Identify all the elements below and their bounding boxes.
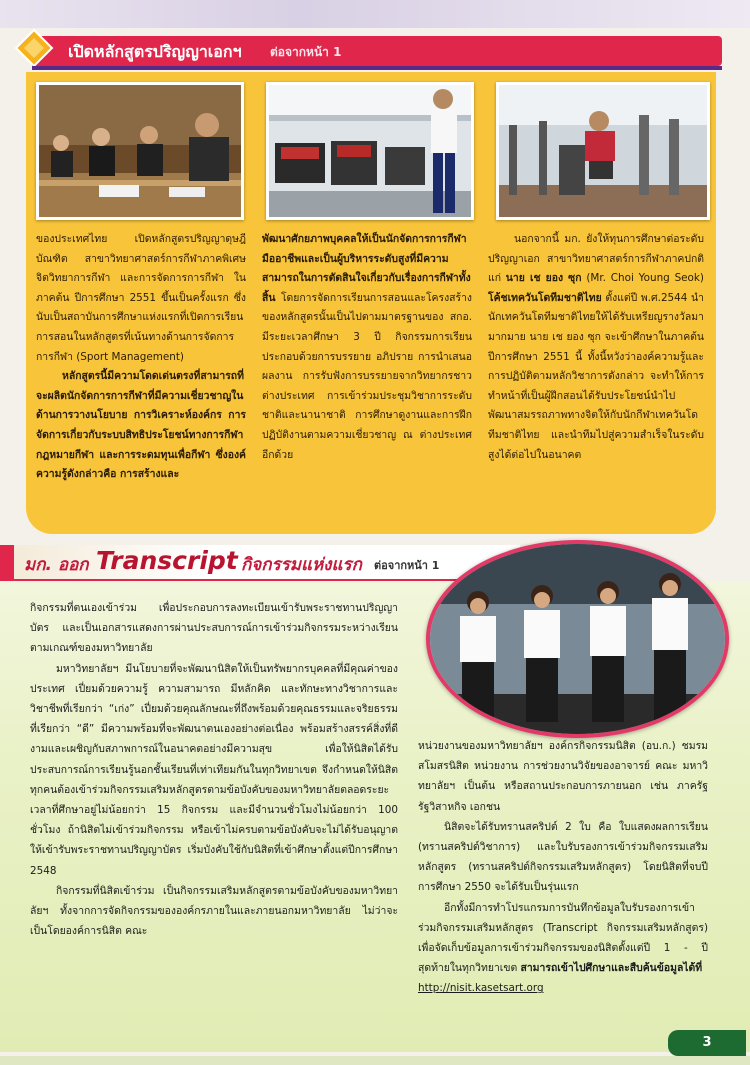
- diamond-ornament-icon: [14, 28, 54, 68]
- bottom-decoration-strip: [0, 1056, 750, 1065]
- section2-title-transcript: Transcript: [96, 546, 238, 575]
- section2-right-column: [418, 736, 708, 999]
- photo-treadmill-training: [266, 82, 474, 220]
- section2-continued-label: ต่อจากหน้า 1: [374, 559, 440, 572]
- photo-conference-meeting: [36, 82, 244, 220]
- section1-column-2: [262, 230, 472, 465]
- section1-title: เปิดหลักสูตรปริญญาเอกฯ: [68, 42, 242, 61]
- section1-column-3: [488, 230, 704, 465]
- photo-students-singing: [426, 540, 729, 738]
- section1-continued-label: ต่อจากหน้า 1: [270, 45, 342, 59]
- nisit-website-link[interactable]: http://nisit.kasetsart.org: [418, 982, 544, 995]
- section2-header: [0, 545, 520, 579]
- section1-col3-text-c: ตั้งแต่ปี พ.ศ.2544 นำนักเทควันโดทีมชาติไทยให้ได้รับเหรียญรางวัลมามากมาย นาย เช ยอง ซุก จะเข้าศึกษาในภาคต้น ปีการศึกษา 2551 นี้ ทั้งนี้หวังว่าองค์ความรู้และการปฏิบัติตามหลักวิชาการดังกล่าว จะทำให้การทำหน้าที่เป็นผู้ฝึกสอนได้รับประโยชน์นำไปพัฒนาสมรรถภาพทางจิตให้กับนักกีฬาเทควันโดทีมชาติไทย และนำทีมไปสู่ความสำเร็จในระดับสูงได้ต่อไปในอนาคต: [488, 291, 704, 461]
- section1-col3-name: นาย เช ยอง ซุก: [505, 272, 582, 285]
- section1-header-underline: [32, 66, 722, 70]
- section1-col2-bold-lead: พัฒนาศักยภาพบุคคลให้เป็นนักจัดการการกีฬามืออาชีพและเป็นผู้บริหารระดับสูงที่มีความสามารถในการตัดสินใจเกี่ยวกับเรื่องการกีฬาทั้งสิ้น: [262, 233, 471, 304]
- section2-header-accent: [0, 545, 14, 579]
- section2-left-paragraph-3: กิจกรรมที่นิสิตเข้าร่วม เป็นกิจกรรมเสริมหลักสูตรตามข้อบังคับของมหาวิทยาลัยฯ ทั้งจากการจัดกิจกรรมขององค์กรภายในและภายนอกมหาวิทยาลัย ไม่ว่าจะเป็นโดยองค์การนิสิต คณะ: [30, 884, 398, 938]
- section2-right-paragraph-2: นิสิตจะได้รับทรานสคริปต์ 2 ใบ คือ ใบแสดงผลการเรียน (ทรานสคริปต์วิชาการ) และใบรับรองการเข้าร่วมกิจกรรมเสริมหลักสูตร (ทรานสคริปต์กิจกรรมเสริมหลักสูตร) โดยนิสิตที่จบปีการศึกษา 2550 จะได้รับเป็นรุ่นแรก: [418, 820, 708, 894]
- section1-header: [32, 36, 722, 66]
- section2-right-paragraph-1: หน่วยงานของมหาวิทยาลัยฯ องค์กรกิจกรรมนิสิต (อบ.ก.) ชมรม สโมสรนิสิต หน่วยงาน การช่วยงานวิจัยของอาจารย์ คณะ มหาวิทยาลัยฯ เป็นต้น หรือสถานประกอบการภายนอก เช่น ภาครัฐ รัฐวิสาหกิจ เอกชน: [418, 740, 708, 813]
- section1-column-1: [36, 230, 246, 485]
- section2-right-paragraph-3: อีกทั้งมีการทำโปรแกรมการบันทึกข้อมูลใบรับรองการเข้าร่วมกิจกรรมเสริมหลักสูตร (Transcript กิจกรรมเสริมหลักสูตร) เพื่อจัดเก็บข้อมูลการเข้าร่วมกิจกรรมของนิสิตตั้งแต่ปี 1 - ปีสุดท้ายในทุกวิทยาเขต: [418, 901, 708, 975]
- section1-col2-text: โดยการจัดการเรียนการสอนและโครงสร้างของหลักสูตรนั้นเป็นไปตามมาตรฐานของ สกอ. มีระยะเวลาศึกษา 3 ปี กิจกรรมการเรียนประกอบด้วยการบรรยาย อภิปราย การนำเสนอผลงาน การรับฟังการบรรยายจากวิทยากรชาวต่างประเทศ การเข้าร่วมประชุมวิชาการระดับชาติและนานาชาติ การศึกษาดูงานและการฝึกปฏิบัติงานตามความเชี่ยวชาญ ณ ต่างประเทศอีกด้วย: [262, 291, 472, 461]
- section2-header-underline: [0, 579, 520, 581]
- top-decoration-strip: [0, 0, 750, 28]
- section1-col3-text-a: นอกจากนี้ มก. ยังให้ทุนการศึกษาต่อระดับปริญญาเอก สาขาวิทยาศาสตร์การกีฬาภาคปกติ แก่: [488, 233, 704, 285]
- section2-title-suffix: กิจกรรมแห่งแรก: [241, 555, 362, 575]
- section1-col3-coach: โค้ชเทควันโดทีมชาติไทย: [488, 291, 602, 304]
- section2-left-paragraph-2: มหาวิทยาลัยฯ มีนโยบายที่จะพัฒนานิสิตให้เป็นทรัพยากรบุคคลที่มีคุณค่าของประเทศ เปี่ยมด้วยความรู้ ความสามารถ มีหลักคิด และทักษะทางวิชาการและวิชาชีพที่เรียกว่า “เก่ง” เปี่ยมด้วยคุณลักษณะที่ถึงพร้อมด้วยคุณธรรมและจริยธรรมที่เรียกว่า “ดี” มีความพร้อมที่จะพัฒนาตนเองอย่างต่อเนื่อง พร้อมสร้างสรรค์สิ่งที่ดีงามและเผชิญกับสภาพการณ์ในอนาคตอย่างมีความสุข เพื่อให้นิสิตได้รับประสบการณ์การเรียนรู้นอกชั้นเรียนที่เท่าเทียมกันในทุกวิทยาเขต จึงกำหนดให้นิสิตทุกคนต้องเข้าร่วมกิจกรรมเสริมหลักสูตรตามข้อบังคับของมหาวิทยาลัยตลอดระยะเวลาที่ศึกษาอยู่ไม่น้อยกว่า 15 กิจกรรม และมีจำนวนชั่วโมงไม่น้อยกว่า 100 ชั่วโมง ถ้านิสิตไม่เข้าร่วมกิจกรรม หรือเข้าไม่ครบตามข้อบังคับจะไม่ได้รับอนุญาตให้เข้ารับพระราชทานปริญญาบัตร เริ่มบังคับใช้กับนิสิตที่เข้าศึกษาตั้งแต่ปีการศึกษา 2548: [30, 662, 398, 877]
- section2-left-paragraph-1: กิจกรรมที่ตนเองเข้าร่วม เพื่อประกอบการลงทะเบียนเข้ารับพระราชทานปริญญาบัตร และเป็นเอกสารแสดงการผ่านประสบการณ์การเข้าร่วมกิจกรรมระหว่างเรียนตามเกณฑ์ของมหาวิทยาลัย: [30, 602, 398, 655]
- page-number: 3: [668, 1030, 746, 1056]
- section1-col3-text-b: (Mr. Choi Young Seok): [581, 272, 704, 285]
- section2-title-prefix: มก. ออก: [24, 555, 89, 575]
- section1-col1-paragraph-1: ของประเทศไทย เปิดหลักสูตรปริญญาดุษฎีบัณฑิต สาขาวิทยาศาสตร์การกีฬาภาคพิเศษ จิตวิทยาการกีฬา และการจัดการการกีฬา ในภาคต้น ปีการศึกษา 2551 ขึ้นเป็นครั้งแรก ซึ่งนับเป็นสถาบันการศึกษาแห่งแรกที่เปิดการเรียนการสอนในหลักสูตรที่เน้นทางด้านการจัดการการกีฬา (Sport Management): [36, 233, 246, 363]
- section1-col1-bold-paragraph: หลักสูตรนี้มีความโดดเด่นตรงที่สามารถที่จะผลิตนักจัดการการกีฬาที่มีความเชี่ยวชาญในด้านการวางนโยบาย การวิเคราะห์องค์กร การจัดการเกี่ยวกับระบบสิทธิประโยชน์ทางการกีฬา กฎหมายกีฬา และการระดมทุนเพื่อกีฬา ซึ่งองค์ความรู้ดังกล่าวคือ การสร้างและ: [36, 370, 246, 481]
- section2-right-bold-callout: สามารถเข้าไปศึกษาและสืบค้นข้อมูลได้ที่: [520, 962, 703, 975]
- photo-gym-exercise: [496, 82, 710, 220]
- section2-left-column: [30, 598, 398, 941]
